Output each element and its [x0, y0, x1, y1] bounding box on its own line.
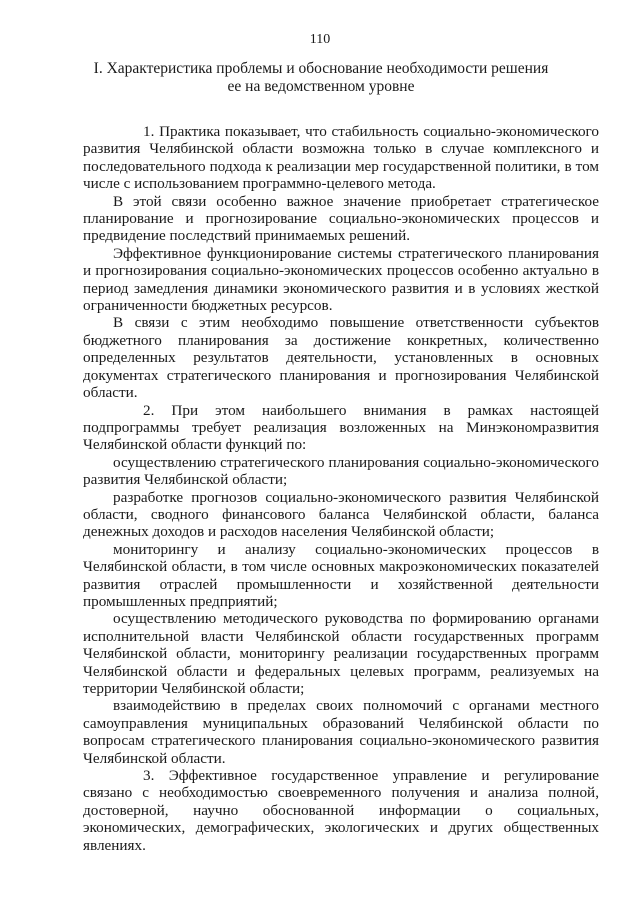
- paragraph-text: мониторингу и анализу социально-экономических процессов в Челябинской области, в том числе основных макроэкономических показателей развития отраслей промышленности и хозяйственной деятельности промышленных предприятий;: [83, 540, 599, 610]
- paragraph-text: При этом наибольшего внимания в рамках настоящей подпрограммы требует реализация возложенных на Минэкономразвития Челябинской области функций по:: [83, 401, 600, 454]
- paragraph-text: взаимодействию в пределах своих полномочий с органами местного самоуправления муниципальных образований Челябинской области по вопросам стратегического планирования социально-экономического развития Челябинской области.: [83, 697, 599, 767]
- paragraph-text: Эффективное государственное управление и регулирование связано с необходимостью своевременного получения и анализа полной, достоверной, научно обоснованной информации о социальных, экономических, демографических, экологических и других общественных явлениях.: [83, 767, 599, 854]
- list-item: [83, 697, 599, 767]
- paragraph: [83, 245, 599, 315]
- paragraph: [83, 767, 599, 854]
- paragraph-text: Эффективное функционирование системы стратегического планирования и прогнозирования социально-экономических процессов особенно актуально в период замедления динамики экономического развития и в условиях жесткой ограниченности бюджетных ресурсов.: [83, 244, 599, 315]
- list-item: [83, 489, 599, 541]
- page-number: 110: [309, 32, 331, 47]
- body-text: [83, 123, 599, 854]
- paragraph-number: 1.: [143, 123, 155, 140]
- paragraph-text: В этой связи особенно важное значение приобретает стратегическое планирование и прогнозирование социально-экономических процессов и предвидение последствий принимаемых решений.: [83, 192, 599, 245]
- paragraph-number: 2.: [143, 401, 155, 419]
- list-item: [83, 610, 599, 697]
- paragraph-text: осуществлению стратегического планирования социально-экономического развития Челябинской области;: [83, 453, 599, 489]
- paragraph: [83, 193, 599, 245]
- paragraph-text: разработке прогнозов социально-экономического развития Челябинской области, сводного финансового баланса Челябинской области, баланса денежных доходов и расходов населения Челябинской области;: [83, 488, 599, 541]
- paragraph: [83, 402, 599, 454]
- list-item: [83, 454, 599, 489]
- paragraph-text: В связи с этим необходимо повышение ответственности субъектов бюджетного планирования за достижение конкретных, количественно определенных результатов деятельности, установленных в основных документах стратегического планирования и прогнозирования Челябинской области.: [83, 314, 599, 402]
- paragraph: [83, 123, 599, 193]
- paragraph-text: осуществлению методического руководства по формированию органами исполнительной власти Челябинской области государственных программ Челябинской области, мониторингу реализации государственных программ Челябинской области и федеральных целевых программ, реализуемых на территории Челябинской области;: [83, 610, 599, 697]
- list-item: [83, 541, 599, 611]
- paragraph-text: Практика показывает, что стабильность социально-экономического развития Челябинской области возможна только в случае комплексного и последовательного подхода к реализации мер государственной политики, в том числе с использованием программно-целевого метода.: [83, 123, 600, 193]
- paragraph-number: 3.: [143, 767, 155, 785]
- section-heading: I. Характеристика проблемы и обоснование необходимости решения ее на ведомственном уровне: [93, 60, 549, 95]
- paragraph: [83, 314, 599, 401]
